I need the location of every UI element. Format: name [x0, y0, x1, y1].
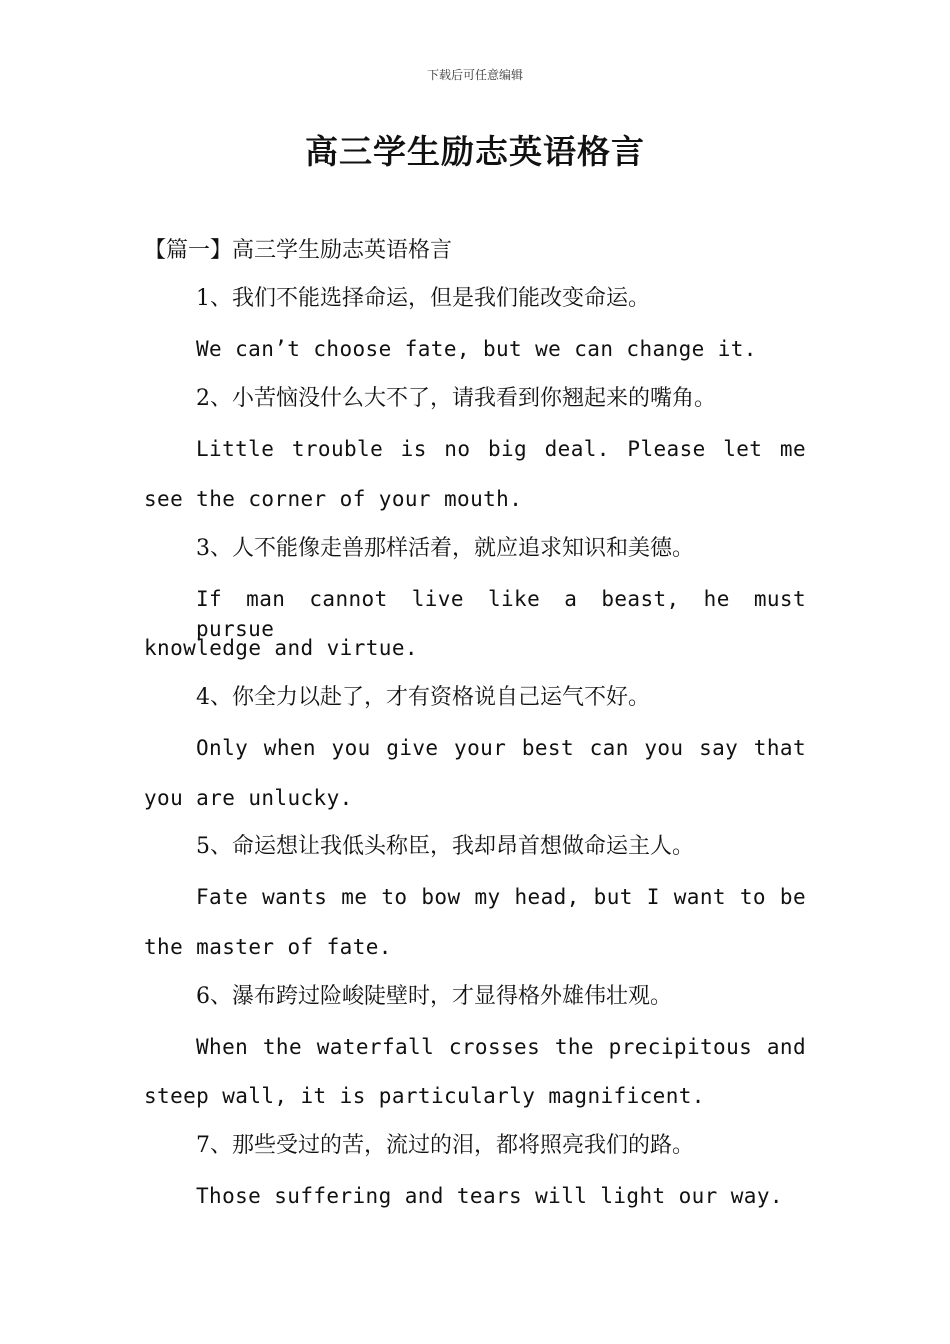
- quote-6-english-line-1: When the waterfall crosses the precipitous and: [196, 1035, 806, 1059]
- quote-6-english-line-2: steep wall, it is particularly magnificent.: [144, 1084, 705, 1108]
- quote-5-chinese: 5、命运想让我低头称臣，我却昂首想做命运主人。: [196, 834, 694, 859]
- document-title: 高三学生励志英语格言: [305, 132, 645, 171]
- quote-3-english-line-2: knowledge and virtue.: [144, 636, 418, 660]
- quote-2-english-line-1: Little trouble is no big deal. Please let me: [196, 437, 806, 461]
- header-note: 下载后可任意编辑: [426, 68, 523, 82]
- quote-2-english-line-2: see the corner of your mouth.: [144, 487, 523, 511]
- quote-7-english: Those suffering and tears will light our way.: [196, 1184, 783, 1208]
- quote-5-english-line-2: the master of fate.: [144, 935, 392, 959]
- quote-4-english-line-1: Only when you give your best can you say that: [196, 736, 806, 760]
- quote-5-english-line-1: Fate wants me to bow my head, but I want to be: [196, 885, 806, 909]
- quote-1-chinese: 1、我们不能选择命运，但是我们能改变命运。: [196, 286, 650, 311]
- quote-3-chinese: 3、人不能像走兽那样活着，就应追求知识和美德。: [196, 536, 694, 561]
- quote-2-chinese: 2、小苦恼没什么大不了，请我看到你翘起来的嘴角。: [196, 386, 716, 411]
- section-heading: 【篇一】高三学生励志英语格言: [144, 238, 453, 263]
- quote-1-english: We can’t choose fate, but we can change it.: [196, 337, 757, 361]
- quote-4-english-line-2: you are unlucky.: [144, 786, 353, 810]
- quote-6-chinese: 6、瀑布跨过险峻陡壁时，才显得格外雄伟壮观。: [196, 984, 672, 1009]
- quote-3-english-line-1: If man cannot live like a beast, he must pursue: [196, 587, 806, 641]
- quote-7-chinese: 7、那些受过的苦，流过的泪，都将照亮我们的路。: [196, 1133, 694, 1158]
- quote-4-chinese: 4、你全力以赴了，才有资格说自己运气不好。: [196, 685, 650, 710]
